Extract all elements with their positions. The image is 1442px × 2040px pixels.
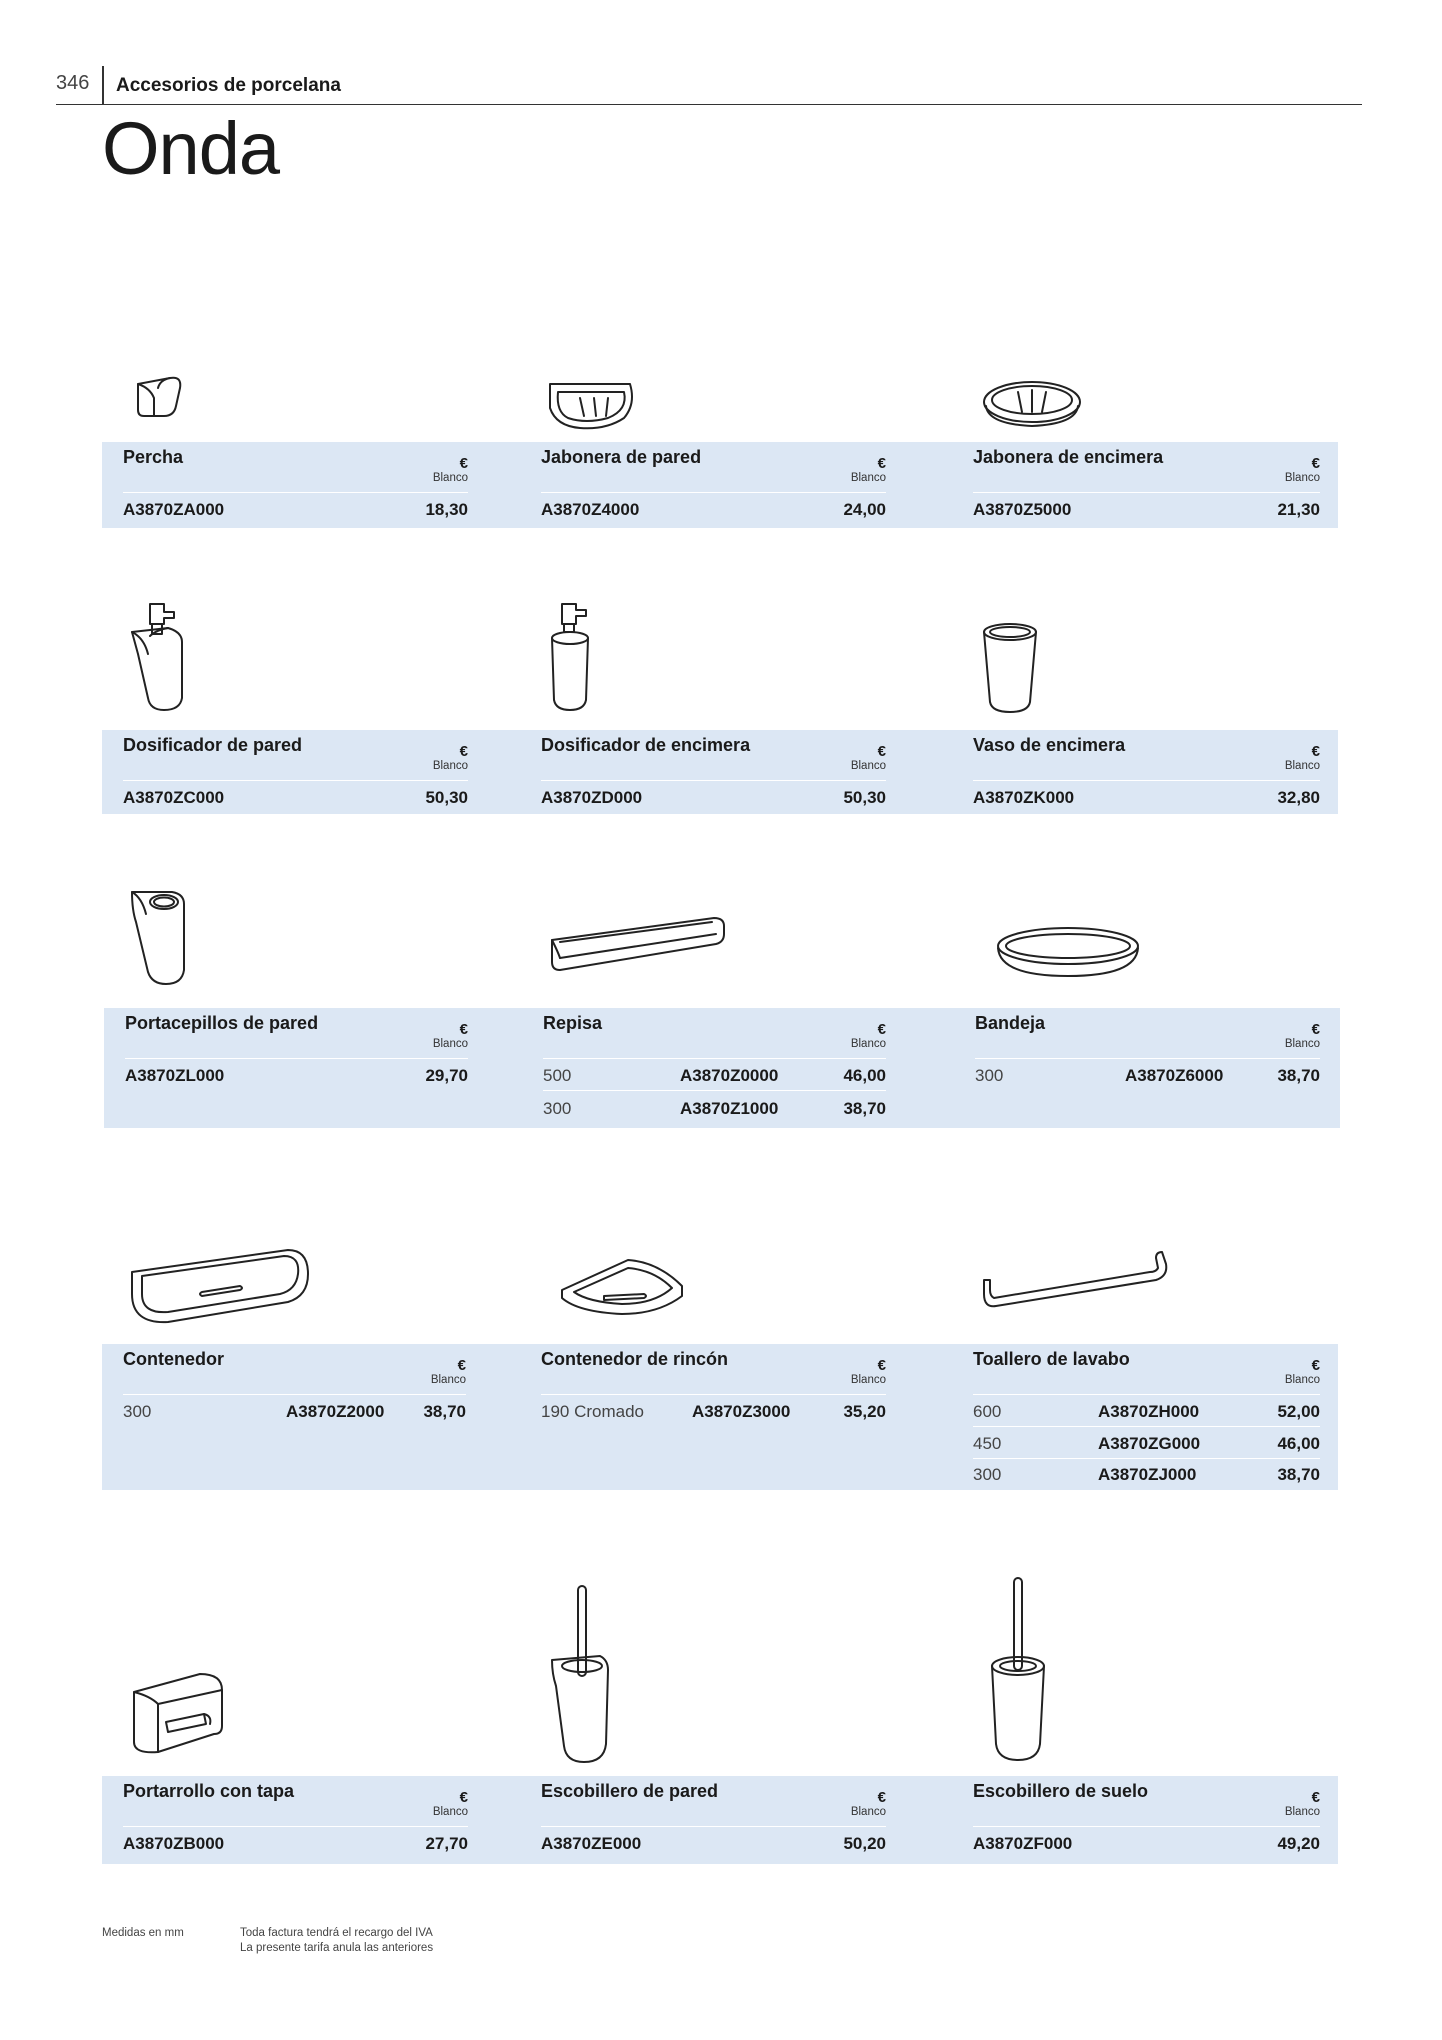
product-card-toallero-de-lavabo — [952, 1344, 1320, 1490]
legal-note — [240, 1926, 433, 1956]
currency-label: € — [459, 1789, 468, 1806]
product-price: 38,70 — [1277, 1066, 1320, 1085]
finish-label: Blanco — [850, 1806, 886, 1818]
finish-label: Blanco — [432, 760, 468, 772]
price-row — [541, 780, 886, 812]
product-price: 38,70 — [1277, 1465, 1320, 1484]
product-code: A3870Z4000 — [541, 500, 640, 519]
product-name: Contenedor — [123, 1349, 224, 1369]
product-card-portacepillos-de-pared — [104, 1008, 468, 1128]
towel-bar-icon — [980, 1250, 1170, 1314]
product-code: A3870Z2000 — [286, 1402, 385, 1421]
currency-label: € — [457, 1357, 466, 1374]
currency-label: € — [877, 455, 886, 472]
price-row — [541, 492, 886, 524]
page-number: 346 — [56, 72, 90, 94]
product-card-dosificador-de-pared — [102, 730, 468, 814]
product-size: 450 — [973, 1434, 1002, 1453]
product-name: Jabonera de pared — [541, 447, 702, 467]
product-code: A3870Z6000 — [1125, 1066, 1224, 1085]
product-code: A3870ZL000 — [125, 1066, 225, 1085]
product-band-row-5 — [102, 1776, 1338, 1864]
currency-label: € — [459, 455, 468, 472]
product-card-percha — [102, 442, 468, 528]
finish-label: Blanco — [1284, 760, 1320, 772]
product-name: Jabonera de encimera — [973, 447, 1164, 467]
product-size: 300 — [973, 1465, 1002, 1484]
price-row — [123, 492, 468, 524]
price-row — [123, 1394, 466, 1426]
product-price: 46,00 — [843, 1066, 886, 1085]
finish-label: Blanco — [850, 760, 886, 772]
product-price: 21,30 — [1277, 500, 1320, 519]
price-row — [541, 1826, 886, 1858]
finish-label: Blanco — [1284, 1374, 1320, 1386]
legal-line-1: Toda factura tendrá el recargo del IVA — [240, 1927, 433, 1939]
tumbler-icon — [980, 622, 1040, 716]
page-header — [56, 66, 1362, 105]
product-band-row-4 — [102, 1344, 1338, 1490]
finish-label: Blanco — [850, 1038, 886, 1050]
currency-label: € — [1311, 1789, 1320, 1806]
finish-label: Blanco — [1284, 472, 1320, 484]
price-row — [973, 1394, 1320, 1427]
product-code: A3870ZK000 — [973, 788, 1075, 807]
product-card-jabonera-de-encimera — [952, 442, 1320, 528]
product-code: A3870ZF000 — [973, 1834, 1073, 1853]
product-price: 27,70 — [425, 1834, 468, 1853]
product-card-vaso-de-encimera — [952, 730, 1320, 814]
floor-toilet-brush-icon — [988, 1574, 1048, 1764]
product-price: 18,30 — [425, 500, 468, 519]
currency-label: € — [877, 743, 886, 760]
product-price: 52,00 — [1277, 1402, 1320, 1421]
product-size: 600 — [973, 1402, 1002, 1421]
wall-soap-dish-icon — [546, 380, 638, 432]
product-card-repisa — [522, 1008, 886, 1128]
price-row — [543, 1058, 886, 1091]
product-size: 300 — [975, 1066, 1004, 1085]
product-price: 46,00 — [1277, 1434, 1320, 1453]
product-band-row-2 — [102, 730, 1338, 814]
product-code: A3870ZE000 — [541, 1834, 642, 1853]
wall-dispenser-icon — [128, 602, 188, 714]
finish-label: Blanco — [432, 472, 468, 484]
product-name: Escobillero de pared — [541, 1781, 719, 1801]
currency-label: € — [1311, 1357, 1320, 1374]
currency-label: € — [1311, 455, 1320, 472]
price-row — [123, 1826, 468, 1858]
page-title: Onda — [102, 107, 280, 190]
product-name: Portacepillos de pared — [125, 1013, 319, 1033]
product-size: 300 — [543, 1099, 572, 1118]
finish-label: Blanco — [850, 472, 886, 484]
product-code: A3870Z5000 — [973, 500, 1072, 519]
shelf-icon — [548, 912, 728, 978]
currency-label: € — [1311, 743, 1320, 760]
product-price: 49,20 — [1277, 1834, 1320, 1853]
toilet-roll-holder-icon — [130, 1672, 228, 1756]
product-price: 38,70 — [843, 1099, 886, 1118]
product-name: Percha — [123, 447, 184, 467]
currency-label: € — [877, 1021, 886, 1038]
product-name: Toallero de lavabo — [973, 1349, 1130, 1369]
product-code: A3870ZD000 — [541, 788, 643, 807]
product-code: A3870ZH000 — [1098, 1402, 1200, 1421]
product-price: 32,80 — [1277, 788, 1320, 807]
product-card-bandeja — [954, 1008, 1320, 1128]
product-code: A3870ZG000 — [1098, 1434, 1201, 1453]
product-code: A3870Z3000 — [692, 1402, 791, 1421]
hook-icon — [130, 372, 190, 422]
price-row — [541, 1394, 886, 1426]
corner-container-icon — [558, 1256, 690, 1318]
price-row — [543, 1091, 886, 1123]
tray-icon — [994, 924, 1142, 980]
product-price: 35,20 — [843, 1402, 886, 1421]
product-size: 190 Cromado — [541, 1402, 645, 1421]
price-row — [973, 1826, 1320, 1858]
currency-label: € — [459, 1021, 468, 1038]
product-price: 50,30 — [425, 788, 468, 807]
product-code: A3870Z0000 — [680, 1066, 779, 1085]
product-card-portarrollo-con-tapa — [102, 1776, 468, 1864]
product-card-jabonera-de-pared — [520, 442, 886, 528]
product-name: Repisa — [543, 1013, 603, 1033]
product-price: 38,70 — [423, 1402, 466, 1421]
product-code: A3870ZJ000 — [1098, 1465, 1197, 1484]
currency-label: € — [877, 1789, 886, 1806]
product-name: Dosificador de pared — [123, 735, 303, 755]
product-code: A3870ZB000 — [123, 1834, 225, 1853]
product-name: Vaso de encimera — [973, 735, 1126, 755]
product-card-escobillero-de-pared — [520, 1776, 886, 1864]
product-price: 24,00 — [843, 500, 886, 519]
product-price: 29,70 — [425, 1066, 468, 1085]
price-row — [123, 780, 468, 812]
currency-label: € — [1311, 1021, 1320, 1038]
price-row — [973, 1426, 1320, 1459]
finish-label: Blanco — [1284, 1806, 1320, 1818]
price-row — [973, 492, 1320, 524]
product-card-dosificador-de-encimera — [520, 730, 886, 814]
currency-label: € — [459, 743, 468, 760]
finish-label: Blanco — [432, 1806, 468, 1818]
countertop-soap-dish-icon — [980, 378, 1084, 430]
countertop-dispenser-icon — [546, 602, 598, 714]
finish-label: Blanco — [850, 1374, 886, 1386]
product-band-row-1 — [102, 442, 1338, 528]
price-row — [973, 780, 1320, 812]
product-name: Escobillero de suelo — [973, 1781, 1149, 1801]
product-card-escobillero-de-suelo — [952, 1776, 1320, 1864]
product-code: A3870Z1000 — [680, 1099, 779, 1118]
product-card-contenedor-de-rincon — [520, 1344, 886, 1490]
product-code: A3870ZA000 — [123, 500, 225, 519]
product-name: Portarrollo con tapa — [123, 1781, 295, 1801]
product-name: Bandeja — [975, 1013, 1046, 1033]
finish-label: Blanco — [432, 1038, 468, 1050]
units-note: Medidas en mm — [102, 1927, 184, 1939]
toothbrush-holder-icon — [128, 888, 190, 988]
price-row — [125, 1058, 468, 1090]
wall-toilet-brush-icon — [548, 1582, 612, 1766]
product-name: Contenedor de rincón — [541, 1349, 729, 1369]
currency-label: € — [877, 1357, 886, 1374]
product-name: Dosificador de encimera — [541, 735, 751, 755]
product-price: 50,20 — [843, 1834, 886, 1853]
product-price: 50,30 — [843, 788, 886, 807]
product-band-row-3 — [104, 1008, 1340, 1128]
finish-label: Blanco — [430, 1374, 466, 1386]
section-title: Accesorios de porcelana — [116, 75, 341, 96]
product-size: 500 — [543, 1066, 572, 1085]
price-row — [973, 1457, 1320, 1489]
product-card-contenedor — [102, 1344, 466, 1490]
finish-label: Blanco — [1284, 1038, 1320, 1050]
product-size: 300 — [123, 1402, 152, 1421]
product-code: A3870ZC000 — [123, 788, 225, 807]
header-divider — [102, 66, 104, 104]
price-row — [975, 1058, 1320, 1090]
container-icon — [128, 1244, 312, 1326]
legal-line-2: La presente tarifa anula las anteriores — [240, 1942, 434, 1954]
